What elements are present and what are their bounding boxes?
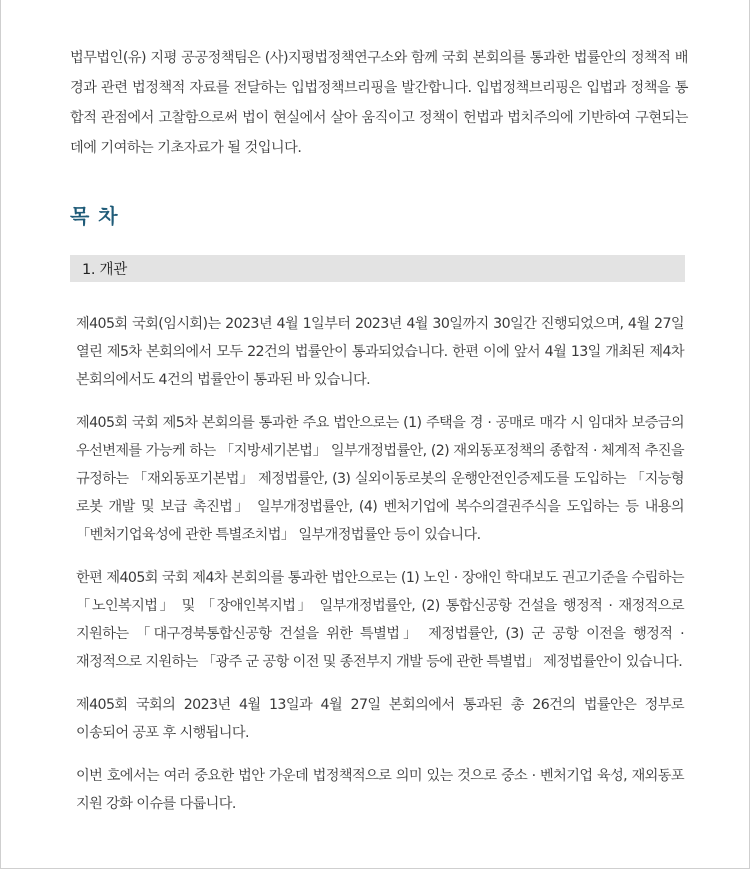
intro-paragraph: 법무법인(유) 지평 공공정책팀은 (사)지평법정책연구소와 함께 국회 본회의를 통과한 법률안의 정책적 배경과 관련 법정책적 자료를 전달하는 입법정책브리핑을 발간합니다. 입법정책브리핑은 입법과 정책을 통합적 관점에서 고찰함으로써 법이 현실에서 살아 움직이고 정책이 헌법과 법치주의에 기반하여 구현되는 데에 기여하는 기초자료가 될 것입니다. <box>70 50 688 156</box>
section-title: 1. 개관 <box>82 262 127 278</box>
section-body <box>76 310 684 833</box>
paragraph-issue-focus: 이번 호에서는 여러 중요한 법안 가운데 법정책적으로 의미 있는 것으로 중소 · 벤처기업 육성, 재외동포 지원 강화 이슈를 다룹니다. <box>76 768 684 812</box>
paragraph-session-overview: 제405회 국회(임시회)는 2023년 4월 1일부터 2023년 4월 30일까지 30일간 진행되었으며, 4월 27일 열린 제5차 본회의에서 모두 22건의 법률안이 통과되었습니다. 한편 이에 앞서 4월 13일 개최된 제4차 본회의에서도 4건의 법률안이 통과된 바 있습니다. <box>76 316 684 388</box>
section-header-bar <box>70 255 685 282</box>
paragraph-fourth-plenary-bills: 한편 제405회 국회 제4차 본회의를 통과한 법안으로는 (1) 노인 · 장애인 학대보도 권고기준을 수립하는 「노인복지법」 및 「장애인복지법」 일부개정법률안, (2) 통합신공항 건설을 행정적 · 재정적으로 지원하는 「대구경북통합신공항 건설을 위한 특별법」 제정법률안, (3) 군 공항 이전을 행정적 · 재정적으로 지원하는 「광주 군 공항 이전 및 종전부지 개발 등에 관한 특별법」 제정법률안이 있습니다. <box>76 570 684 670</box>
paragraph-promulgation: 제405회 국회의 2023년 4월 13일과 4월 27일 본회의에서 통과된 총 26건의 법률안은 정부로 이송되어 공포 후 시행됩니다. <box>76 697 684 741</box>
paragraph-fifth-plenary-bills: 제405회 국회 제5차 본회의를 통과한 주요 법안으로는 (1) 주택을 경 · 공매로 매각 시 임대차 보증금의 우선변제를 가능케 하는 「지방세기본법」 일부개정법률안, (2) 재외동포정책의 종합적 · 체계적 추진을 규정하는 「재외동포기본법」 제정법률안, (3) 실외이동로봇의 운행안전인증제도를 도입하는 「지능형 로봇 개발 및 보급 촉진법」 일부개정법률안, (4) 벤처기업에 복수의결권주식을 도입하는 등 내용의 「벤처기업육성에 관한 특별조치법」 일부개정법률안 등이 있습니다. <box>76 415 684 543</box>
toc-heading: 목 차 <box>70 204 119 228</box>
